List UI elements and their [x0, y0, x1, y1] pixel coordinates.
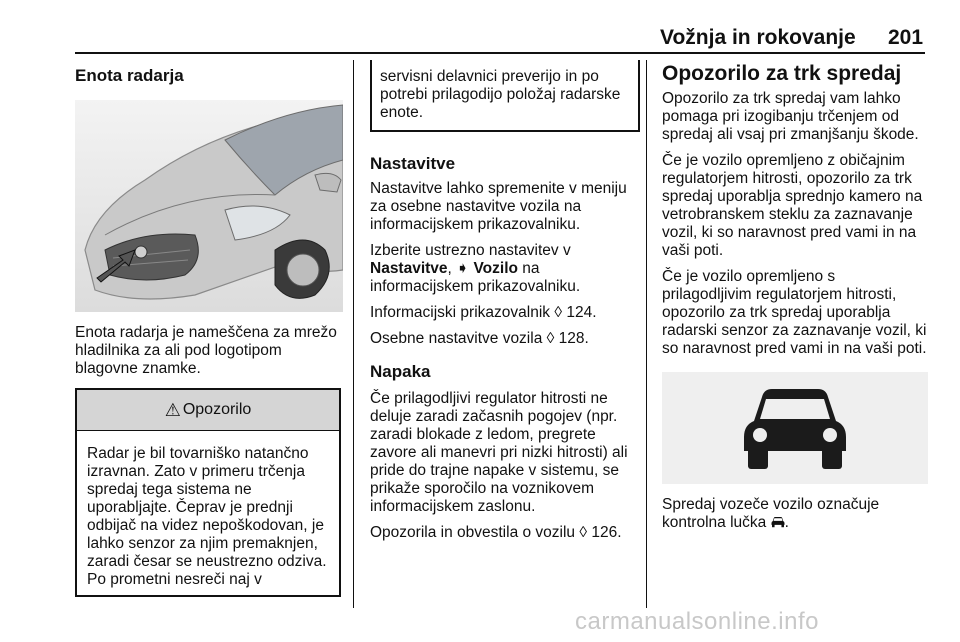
watermark: carmanualsonline.info — [575, 608, 819, 635]
personal-settings-reference-page: 128. — [558, 330, 589, 347]
settings-menu-ref: Nastavitve — [370, 260, 448, 277]
page-ref-icon: ◊ — [554, 304, 563, 321]
info-display-reference-page: 124. — [566, 304, 597, 321]
info-display-reference[interactable] — [370, 304, 635, 322]
warning-title: Opozorilo — [182, 401, 252, 418]
warning-box — [75, 388, 341, 597]
column-divider — [353, 60, 354, 608]
fault-heading: Napaka — [370, 362, 431, 381]
settings-select-text: Izberite ustrezno nastavitev v Nastavitve, ➧ Vozilo na informacijskem prikazovalniku. — [370, 242, 581, 295]
settings-select-pre: Izberite ustrezno nastavitev v — [370, 242, 571, 259]
warning-triangle-icon: ⚠ — [164, 399, 181, 420]
forward-collision-heading: Opozorilo za trk spredaj — [662, 62, 902, 85]
car-front-illustration — [75, 100, 343, 312]
indicator-light-text: Spredaj vozeče vozilo označuje kontrolna lučka . — [662, 496, 880, 531]
page-number: 201 — [888, 26, 924, 49]
warning-text-continued: servisni delavnici preverijo in po potrebi prilagodijo položaj radarske enote. — [380, 68, 621, 121]
settings-text: Nastavitve lahko spremenite v meniju za osebne nastavitve vozila na informacijskem prikazovalniku. — [370, 180, 627, 233]
forward-collision-intro: Opozorilo za trk spredaj vam lahko pomaga pri izogibanju trčenjem od spredaj ali vsaj pri zmanjšanju škode. — [662, 90, 919, 143]
page-ref-icon: ◊ — [579, 524, 588, 541]
radar-unit-heading: Enota radarja — [75, 66, 184, 85]
warning-text: Radar je bil tovarniško natančno izravnan. Zato v primeru trčenja spredaj tega sistema ne uporabljajte. Čeprav je prednji odbijač na videz nepoškodovan, je lahko senzor za njim premaknjen, zaradi česar se neustrezno odziva. Po prometni nesreči naj v — [87, 445, 327, 588]
personal-settings-reference[interactable] — [370, 330, 635, 348]
vehicle-ahead-icon — [740, 385, 850, 471]
info-display-reference-label: Informacijski prikazovalnik — [370, 304, 551, 321]
warning-box-continued — [370, 60, 640, 132]
personal-settings-reference-label: Osebne nastavitve vozila — [370, 330, 543, 347]
column-3 — [662, 60, 928, 532]
warning-header — [77, 390, 339, 431]
radar-sensor-text: Če je vozilo opremljeno s prilagodljivim regulatorjem hitrosti, opozorilo za trk spredaj uporablja radarski senzor za zaznavanje vozil, ki so naravnost pred vami in na vaši poti. — [662, 268, 927, 357]
column-1 — [75, 60, 343, 597]
vehicle-ahead-icon-box — [662, 372, 928, 484]
vehicle-menu-ref: Vozilo — [473, 260, 518, 277]
vehicle-ahead-inline-icon — [771, 516, 785, 528]
camera-text: Če je vozilo opremljeno z običajnim regulatorjem hitrosti, opozorilo za trk spredaj uporablja sprednjo kamero na vetrobranskem steklu za zaznavanje vozil, ki so naravnost pred vami in na vaši poti. — [662, 152, 923, 259]
header-rule — [75, 52, 925, 54]
menu-arrow-icon: ➧ — [456, 260, 470, 277]
section-title: Vožnja in rokovanje — [660, 26, 856, 49]
car-front-image — [75, 100, 343, 312]
fault-text: Če prilagodljivi regulator hitrosti ne deluje zaradi začasnih pogojev (npr. zaradi blokade z ledom, pregrete zavore ali manevri pri nizki hitrosti) ali pride do trajne napake v sistemu, se prikaže sporočilo na voznikovem informacijskem zaslonu. — [370, 390, 628, 515]
settings-select-post: na informacijskem prikazovalniku. — [370, 260, 581, 295]
settings-heading: Nastavitve — [370, 154, 456, 173]
vehicle-messages-reference-page: 126. — [591, 524, 622, 541]
page-ref-icon: ◊ — [546, 330, 555, 347]
column-2 — [370, 60, 635, 542]
column-divider — [646, 60, 647, 608]
indicator-light-label: Spredaj vozeče vozilo označuje kontrolna lučka — [662, 496, 880, 531]
vehicle-messages-reference[interactable] — [370, 524, 635, 542]
vehicle-messages-reference-label: Opozorila in obvestila o vozilu — [370, 524, 576, 541]
radar-unit-location-text: Enota radarja je nameščena za mrežo hladilnika za ali pod logotipom blagovne znamke. — [75, 324, 337, 377]
